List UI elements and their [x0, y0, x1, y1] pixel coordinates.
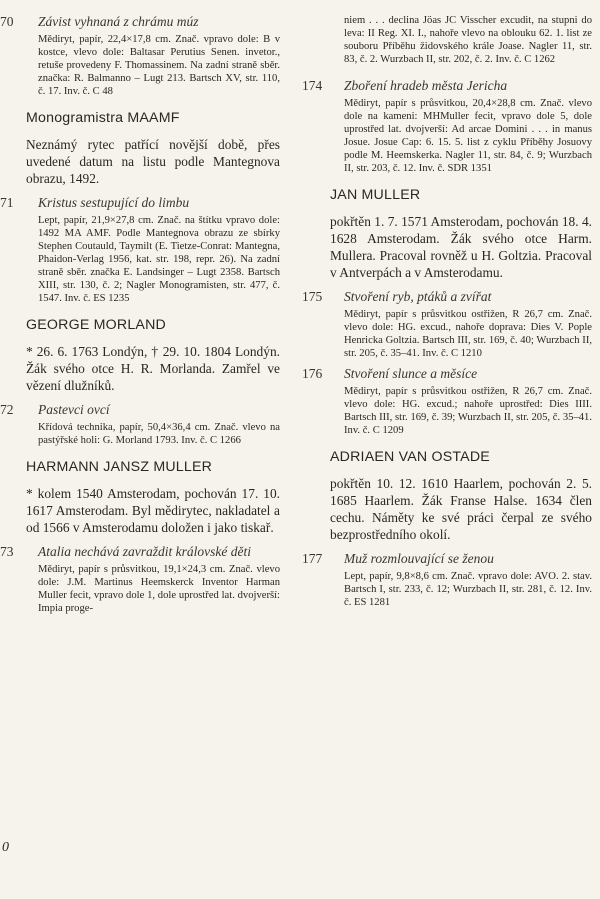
entry-number: 175: [302, 289, 323, 304]
artist-section-harmann-muller: [26, 459, 280, 536]
entry-title: Závist vyhnaná z chrámu múz: [38, 14, 199, 29]
entry-description: Mědiryt, papír, 22,4×17,8 cm. Znač. vpravo dole: B v kostce, vlevo dole: Baltasar Perutius Senen. invetor., retuše provedeny F. Thomassinem. Na zadní straně sběr. značka: R. Balmanno – Lugt 213. Bartsch XV, str. 110, č. 17. Inv. č. C 48: [38, 34, 280, 97]
artist-name: ADRIAEN VAN OSTADE: [330, 449, 490, 465]
artist-section-jan-muller: [330, 187, 592, 281]
artist-bio: * 26. 6. 1763 Londýn, † 29. 10. 1804 Londýn. Žák svého otce H. R. Morlanda. Zamřel ve vězení dlužníků.: [26, 344, 280, 393]
artist-section-morland: [26, 317, 280, 394]
entry-description: Křídová technika, papír, 50,4×36,4 cm. Znač. vlevo na pastýřské holi: G. Morland 1793. Inv. č. C 1266: [38, 422, 280, 446]
entry-title: Stvoření ryb, ptáků a zvířat: [344, 289, 492, 304]
page-number: 0: [2, 840, 9, 855]
entry-title: Stvoření slunce a měsíce: [344, 366, 478, 381]
artist-bio: pokřtěn 1. 7. 1571 Amsterodam, pochován 18. 4. 1628 Amsterodam. Žák svého otce Harm. Mullera. Pracoval rovněž u H. Goltzia. Pracoval v Antverpách a v Amsterodamu.: [330, 214, 592, 280]
entry-number: 71: [0, 195, 14, 210]
entry-description: Mědiryt, papír s průsvitkou, 20,4×28,8 cm. Znač. vlevo dole na kameni: MHMuller fecit, vpravo dole 5, dole uprostřed lat. dvojverší: Ad arcae Domini . . . in manus Josue. Josue Cap: 6. 15. 5. list z cyklu Příběhy Josuovy podle M. Heemskerka. Nagler 11, str. 84, č. 9; Wurzbach II, str. 203, č. 12. Inv. č. SDR 1351: [344, 98, 592, 174]
artist-name: GEORGE MORLAND: [26, 317, 166, 333]
catalog-entry-70: [0, 14, 280, 98]
entry-number: 70: [0, 14, 14, 29]
entry-description: Lept, papír, 9,8×8,6 cm. Znač. vpravo dole: AVO. 2. stav. Bartsch I, str. 233, č. 12; Wurzbach II, str. 281, č. 12. Inv. č. ES 1281: [344, 571, 592, 608]
catalog-entry-72: [0, 402, 280, 447]
artist-bio: * kolem 1540 Amsterodam, pochován 17. 10. 1617 Amsterodam. Byl mědirytec, nakladatel a od 1566 v Amsterodamu doložen i jako tiskař.: [26, 486, 280, 535]
entry-description: Mědiryt, papír s průsvitkou ostřižen, R 26,7 cm. Znač. vlevo dole: HG. excud.; nahoře uprostřed: Dies IIII. Bartsch III, str. 169, č. 39; Wurzbach II, str. 205, č. 35–41. Inv. č. C 1209: [344, 386, 592, 436]
catalog-entry-177: [302, 551, 592, 609]
catalog-entry-176: [302, 366, 592, 437]
entry-description: Mědiryt, papír s průsvitkou ostřižen, R 26,7 cm. Znač. vlevo dole: HG. excud., nahoře doprava: Dies V. Pople Henricka Goltzia. Bartsch III, str. 169, č. 40; Wurzbach II, str. 205, č. 35–41. Inv. č. C 1210: [344, 309, 592, 359]
left-column: [0, 14, 280, 621]
entry-description: Mědiryt, papír s průsvitkou, 19,1×24,3 cm. Znač. vlevo dole: J.M. Martinus Heemskerck Inventor Harman Muller fecit, vpravo dole 1, dole uprostřed lat. dvojverší: Impia proge-: [38, 564, 280, 614]
catalog-entry-73-continued: [314, 14, 592, 66]
entry-number: 73: [0, 544, 14, 559]
entry-number: 177: [302, 551, 323, 566]
entry-number: 176: [302, 366, 323, 381]
catalog-entry-73: [0, 544, 280, 615]
entry-title: Kristus sestupující do limbu: [38, 195, 190, 210]
entry-title: Pastevci ovcí: [38, 402, 110, 417]
catalog-entry-174: [302, 78, 592, 175]
entry-description: niem . . . declina Jöas JC Visscher excudit, na stupni do leva: II Reg. XI. I., nahoře vlevo na oblouku 62. 1. list ze souboru Příběhu židovského krále Joase. Nagler 11, str. 83, č. 2. Wurzbach II, str. 202, č. 2. Inv. č. C 1262: [344, 15, 592, 65]
artist-name: JAN MULLER: [330, 187, 421, 203]
right-column: [302, 14, 592, 615]
entry-description: Lept, papír, 21,9×27,8 cm. Znač. na štítku vpravo dole: 1492 MA AMF. Podle Mantegnova obrazu ze sbírky Stephen Coutauld, Taymilt (E. Tietze-Conrat: Mantegna, Phaidon-Verlag 1956, kat. str. 198, repr. 26). Na zadní straně sběr. značka E. Landsinger – Lugt 2358. Bartsch XIII, str. 130, č. 2; Nagler Monogramisten, str. 477, č. 1547. Inv. č. ES 1235: [38, 215, 280, 304]
catalog-entry-71: [0, 195, 280, 305]
entry-number: 72: [0, 402, 14, 417]
artist-name: Monogramistra MAAMF: [26, 110, 180, 126]
entry-number: 174: [302, 78, 323, 93]
entry-title: Atalia nechává zavraždit královské děti: [38, 544, 251, 559]
entry-title: Zboření hradeb města Jericha: [344, 78, 508, 93]
artist-name: HARMANN JANSZ MULLER: [26, 459, 213, 475]
artist-section-ostade: [330, 449, 592, 543]
artist-section-maamf: [26, 110, 280, 187]
entry-title: Muž rozmlouvající se ženou: [344, 551, 494, 566]
artist-bio: Neznámý rytec patřící novější době, přes uvedené datum na listu podle Mantegnova obrazu, 1492.: [26, 137, 280, 186]
artist-bio: pokřtěn 10. 12. 1610 Haarlem, pochován 2. 5. 1685 Haarlem. Žák Franse Halse. 1634 člen cechu. Náměty ke své práci čerpal ze svého bezprostředního okolí.: [330, 476, 592, 542]
catalog-entry-175: [302, 289, 592, 360]
